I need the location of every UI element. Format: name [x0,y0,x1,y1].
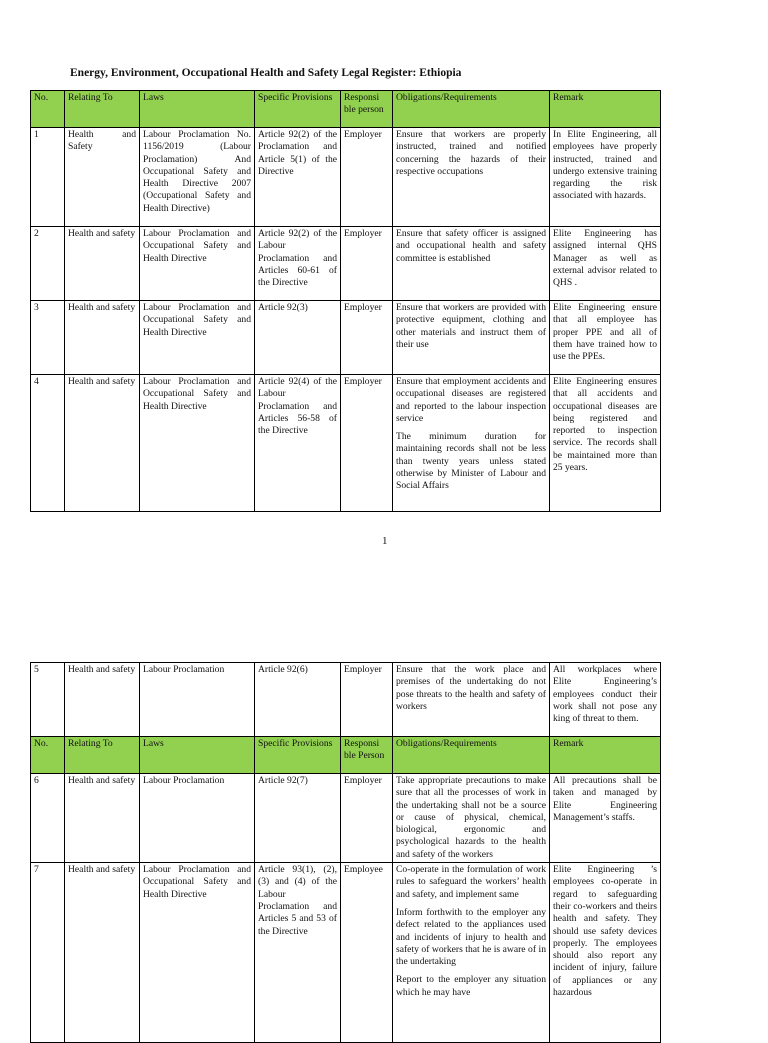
header-specific-provisions: Specific Provisions [255,737,341,774]
table-row [31,375,661,512]
table-header-row [31,91,661,128]
row-obligations [393,227,550,301]
row-provisions: Article 92(6) [255,663,341,737]
row-provisions: Article 92(4) of the Labour Proclamation and Articles 56-58 of the Directive [255,375,341,512]
table-header-row [31,737,661,774]
row-remark: All precautions shall be taken and managed by Elite Engineering Management’s staffs. [550,774,661,863]
header-no: No. [31,91,65,128]
table-row [31,863,661,1043]
obligation-text: Co-operate in the formulation of work rules to safeguard the workers’ health and safety, and implement same [396,864,546,900]
row-laws: Labour Proclamation [140,663,255,737]
obligation-text: Ensure that employment accidents and occupational diseases are registered and reported to the labour inspection service [396,376,546,424]
row-relating-to: Health and safety [65,663,140,737]
obligation-text: Inform forthwith to the employer any defect related to the appliances used and incidents of injury to health and safety of workers that he is aware of in the undertaking [396,906,546,968]
header-responsible-person: Responsi ble person [341,91,393,128]
row-relating-to: Health and safety [65,375,140,512]
row-provisions: Article 92(3) [255,301,341,375]
row-obligations [393,375,550,512]
obligation-text: Ensure that safety officer is assigned and occupational health and safety committee is established [396,228,546,264]
row-remark: In Elite Engineering, all employees have properly instructed, trained and undergo extensive training regarding the risk associated with hazards. [550,128,661,227]
header-no: No. [31,737,65,774]
row-remark: Elite Engineering ensure that all employee has proper PPE and all of them have trained how to use the PPEs. [550,301,661,375]
row-obligations [393,774,550,863]
row-responsible-person: Employer [341,301,393,375]
row-relating-to: Health and safety [65,227,140,301]
obligation-text: Take appropriate precautions to make sure that all the processes of work in the undertaking shall not be a source or cause of physical, chemical, biological, ergonomic and psychological hazards to the health and safety of the workers [396,775,546,860]
document-title: Energy, Environment, Occupational Health and Safety Legal Register: Ethiopia [70,67,462,79]
row-obligations [393,863,550,1043]
legal-register-table-part-1 [30,90,661,512]
row-responsible-person: Employer [341,227,393,301]
row-remark: Elite Engineering ensures that all accidents and occupational diseases are being registered and reported to inspection service. The records shall be maintained more than 25 years. [550,375,661,512]
header-remark: Remark [550,737,661,774]
row-no: 4 [31,375,65,512]
row-relating-to: Health and safety [65,301,140,375]
obligation-text: Ensure that workers are provided with protective equipment, clothing and other materials and instruct them of their use [396,302,546,350]
row-obligations [393,301,550,375]
row-responsible-person: Employer [341,663,393,737]
row-no: 3 [31,301,65,375]
row-provisions: Article 92(2) of the Labour Proclamation and Articles 60-61 of the Directive [255,227,341,301]
row-laws: Labour Proclamation and Occupational Safety and Health Directive [140,301,255,375]
row-responsible-person: Employer [341,774,393,863]
row-no: 6 [31,774,65,863]
header-specific-provisions: Specific Provisions [255,91,341,128]
header-responsible-person: Responsi ble Person [341,737,393,774]
row-provisions: Article 92(2) of the Proclamation and Article 5(1) of the Directive [255,128,341,227]
header-laws: Laws [140,737,255,774]
row-relating-to: Health and safety [65,863,140,1043]
table-row [31,128,661,227]
obligation-text: Ensure that the work place and premises of the undertaking do not pose threats to the health and safety of workers [396,664,546,712]
header-laws: Laws [140,91,255,128]
row-no: 1 [31,128,65,227]
row-remark: Elite Engineering has assigned internal QHS Manager as well as external advisor related to QHS . [550,227,661,301]
row-obligations [393,663,550,737]
row-relating-to: Health and safety [65,774,140,863]
row-provisions: Article 93(1), (2), (3) and (4) of the Labour Proclamation and Articles 5 and 53 of the Directive [255,863,341,1043]
table-row [31,301,661,375]
row-laws: Labour Proclamation and Occupational Safety and Health Directive [140,375,255,512]
row-responsible-person: Employer [341,375,393,512]
table-row [31,774,661,863]
obligation-text: Report to the employer any situation which he may have [396,974,546,998]
row-laws: Labour Proclamation No. 1156/2019 (Labour Proclamation) And Occupational Safety and Health Directive 2007 (Occupational Safety and Health Directive) [140,128,255,227]
row-remark: Elite Engineering ’s employees co-operate in regard to safeguarding their co-workers and theirs health and safety. They should use safety devices properly. The employees should also report any incident of injury, failure of appliances or any hazardous [550,863,661,1043]
header-relating-to: Relating To [65,91,140,128]
header-obligations: Obligations/Requirements [393,91,550,128]
row-provisions: Article 92(7) [255,774,341,863]
row-no: 2 [31,227,65,301]
row-laws: Labour Proclamation [140,774,255,863]
row-laws: Labour Proclamation and Occupational Safety and Health Directive [140,863,255,1043]
page-number: 1 [382,535,388,547]
row-responsible-person: Employee [341,863,393,1043]
header-obligations: Obligations/Requirements [393,737,550,774]
row-relating-to: Health and Safety [65,128,140,227]
header-relating-to: Relating To [65,737,140,774]
row-no: 7 [31,863,65,1043]
row-no: 5 [31,663,65,737]
table-row [31,227,661,301]
row-laws: Labour Proclamation and Occupational Safety and Health Directive [140,227,255,301]
header-remark: Remark [550,91,661,128]
row-obligations [393,128,550,227]
row-responsible-person: Employer [341,128,393,227]
obligation-text: Ensure that workers are properly instructed, trained and notified concerning the hazards of their respective occupations [396,129,546,177]
legal-register-table-part-2 [30,662,661,1043]
obligation-text: The minimum duration for maintaining records shall not be less than twenty years unless stated otherwise by Minister of Labour and Social Affairs [396,431,546,492]
table-row [31,663,661,737]
row-remark: All workplaces where Elite Engineering’s employees conduct their work shall not pose any king of threat to them. [550,663,661,737]
